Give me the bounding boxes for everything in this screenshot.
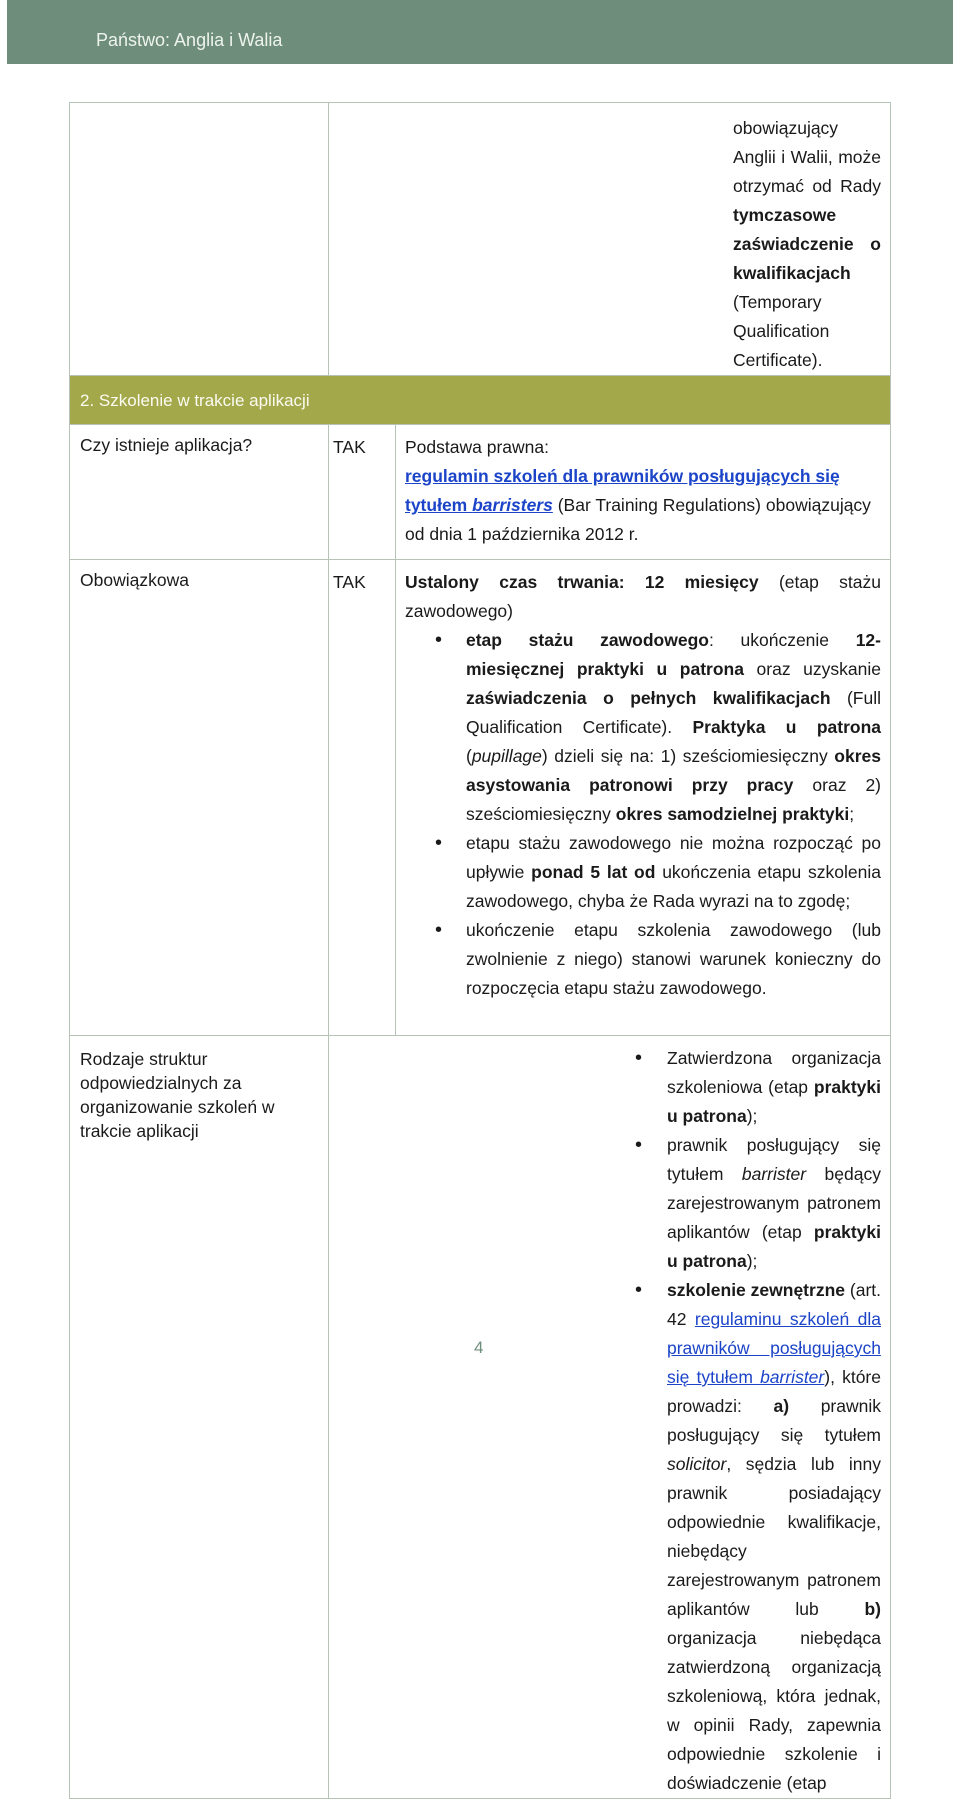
table-row-obowiazkowa — [70, 560, 891, 1036]
content-table — [69, 102, 891, 1799]
row-value: TAK — [329, 560, 396, 1036]
text-span: obowiązujący Anglii i Walii, może otrzymać od Rady — [733, 118, 881, 196]
list-item: • Zatwierdzona organizacja szkoleniowa (etap praktyki u patrona); — [631, 1044, 881, 1131]
text-span: (Temporary Qualification Certificate). — [733, 292, 830, 370]
list-item: • etapu stażu zawodowego nie można rozpocząć po upływie ponad 5 lat od ukończenia etapu szkolenia zawodowego, chyba że Rada wyrazi na to zgodę; — [405, 829, 881, 916]
legal-basis-heading: Podstawa prawna: — [405, 437, 549, 457]
row-content — [396, 560, 891, 1036]
table-row-aplikacja — [70, 425, 891, 560]
row-label: Obowiązkowa — [70, 560, 329, 1036]
row-content — [329, 1036, 891, 1799]
list-item: • ukończenie etapu szkolenia zawodowego (lub zwolnienie z niego) stanowi warunek konieczny do rozpoczęcia etapu stażu zawodowego. — [405, 916, 881, 1003]
duration-paragraph — [405, 568, 881, 626]
link-text-italic: barristers — [472, 495, 553, 515]
bold-span: tymczasowe zaświadczenie o kwalifikacjach — [733, 205, 881, 283]
regulations-link[interactable]: regulaminu szkoleń dla prawników posługujących się tytułem barrister — [667, 1309, 881, 1387]
page-header-title: Państwo: Anglia i Walia — [96, 30, 283, 50]
section-title: 2. Szkolenie w trakcie aplikacji — [70, 376, 891, 425]
list-item: • szkolenie zewnętrzne (art. 42 regulaminu szkoleń dla prawników posługujących się tytułem barrister), które prowadzi: a) prawnik posługujący się tytułem solicitor, sędzia lub inny prawnik posiadający odpowiednie kwalifikacje, niebędący zarejestrowanym patronem aplikantów lub b) organizacja niebędąca zatwierdzoną organizacją szkoleniową, która jednak, w opinii Rady, zapewnia odpowiednie szkolenie i doświadczenie (etap — [631, 1276, 881, 1798]
section-header-row — [70, 376, 891, 425]
table-row-continuation — [70, 103, 891, 376]
structures-list — [631, 1044, 881, 1798]
legal-basis-text — [405, 462, 881, 549]
empty-label-cell — [70, 103, 329, 376]
row-label: Rodzaje struktur odpowiedzialnych za organizowanie szkoleń w trakcie aplikacji — [70, 1036, 329, 1799]
list-item: • prawnik posługujący się tytułem barrister będący zarejestrowanym patronem aplikantów (etap praktyki u patrona); — [631, 1131, 881, 1276]
bold-span: Ustalony czas trwania: 12 miesięcy — [405, 572, 759, 592]
continuation-text — [733, 114, 881, 375]
page-number: 4 — [474, 1338, 484, 1357]
row-label: Czy istnieje aplikacja? — [70, 425, 329, 560]
table-row-rodzaje — [70, 1036, 891, 1799]
row-content — [396, 425, 891, 560]
link-text: regulamin szkoleń dla prawników posługujących się tytułem — [405, 466, 840, 515]
text-span: (etap stażu zawodowego) — [405, 572, 881, 621]
continuation-cell — [329, 103, 891, 376]
text-span: (Bar Training Regulations) obowiązujący od dnia 1 października 2012 r. — [405, 495, 871, 544]
row-value: TAK — [329, 425, 396, 560]
requirements-list — [405, 626, 881, 1003]
list-item: • etap stażu zawodowego: ukończenie 12-miesięcznej praktyki u patrona oraz uzyskanie zaświadczenia o pełnych kwalifikacjach (Full Qualification Certificate). Praktyka u patrona (pupillage) dzieli się na: 1) sześciomiesięczny okres asystowania patronowi przy pracy oraz 2) sześciomiesięczny okres samodzielnej praktyki; — [405, 626, 881, 829]
